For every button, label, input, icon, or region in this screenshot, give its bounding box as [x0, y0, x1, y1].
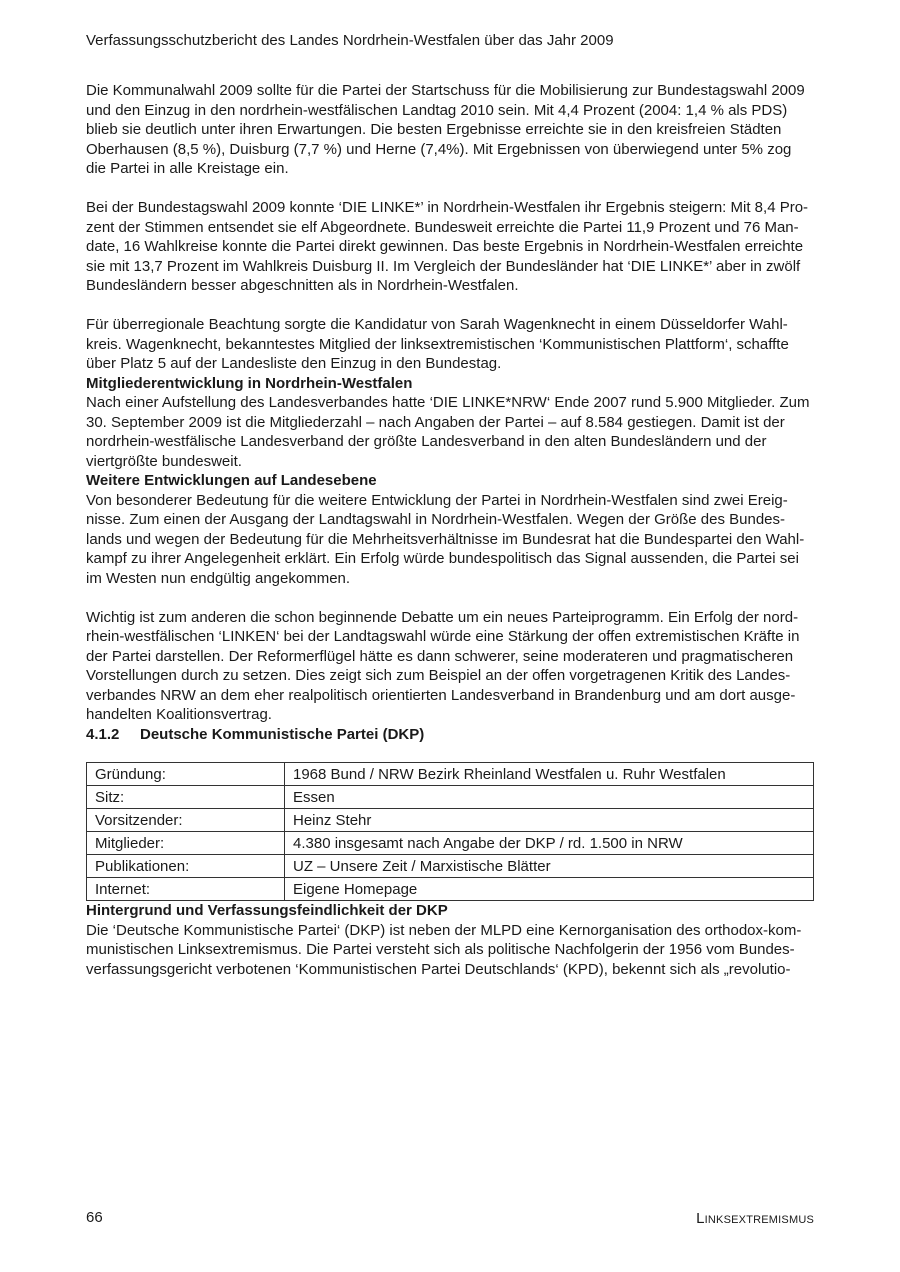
table-row	[87, 809, 814, 832]
table-label: Sitz:	[87, 786, 285, 809]
table-value: Essen	[285, 786, 814, 809]
table-row	[87, 832, 814, 855]
page-content	[86, 81, 814, 979]
table-label: Vorsitzender:	[87, 809, 285, 832]
table-value: Eigene Homepage	[285, 878, 814, 901]
table-value: 4.380 insgesamt nach Angabe der DKP / rd. 1.500 in NRW	[285, 832, 814, 855]
table-value: UZ – Unsere Zeit / Marxistische Blätter	[285, 855, 814, 878]
table-row	[87, 763, 814, 786]
table-row	[87, 878, 814, 901]
dkp-section-heading	[86, 725, 814, 745]
footer-section-label: Linksextremismus	[696, 1210, 814, 1227]
intro-paragraph-2: Bei der Bundestagswahl 2009 konnte ‘DIE LINKE*’ in Nordrhein-Westfalen ihr Ergebnis steigern: Mit 8,4 Prozent der Stimmen entsendet sie elf Abgeordnete. Bundesweit erreichte die Partei 11,9 Prozent und 76 Mandate, 16 Wahlkreise konnte die Partei direkt gewinnen. Das beste Ergebnis in Nordrhein-Westfalen erreichte sie mit 13,7 Prozent im Wahlkreis Duisburg II. Im Vergleich der Bundesländer hat ‘DIE LINKE*’ aber in zwölf Bundesländern besser abgeschnitten als in Nordrhein-Westfalen.	[86, 199, 809, 294]
page-number: 66	[86, 1209, 103, 1226]
further-developments-heading: Weitere Entwicklungen auf Landesebene	[86, 472, 377, 489]
members-heading: Mitgliederentwicklung in Nordrhein-Westfalen	[86, 374, 413, 392]
table-row	[87, 855, 814, 878]
intro-paragraph-1: Die Kommunalwahl 2009 sollte für die Partei der Startschuss für die Mobilisierung zur Bundestagswahl 2009 und den Einzug in den nordrhein-westfälischen Landtag 2010 sein. Mit 4,4 Prozent (2004: 1,4 % als PDS) blieb sie deutlich unter ihren Erwartungen. Die besten Ergebnisse erreichte sie in den kreisfreien Städten Oberhausen (8,5 %), Duisburg (7,7 %) und Herne (7,4%). Mit Ergebnissen von überwiegend unter 5% zog die Partei in alle Kreistage ein.	[86, 82, 805, 177]
further-paragraph-1: Von besonderer Bedeutung für die weitere Entwicklung der Partei in Nordrhein-Westfalen sind zwei Ereignisse. Zum einen der Ausgang der Landtagswahl in Nordrhein-Westfalen. Wegen der Größe des Bundeslands und wegen der Bedeutung für die Mehrheitsverhältnisse im Bundesrat hat die Bundespartei den Wahlkampf zu ihrer Angelegenheit erklärt. Ein Erfolg würde bundespolitisch das Signal aussenden, die Partei sei im Westen nun endgültig angekommen.	[86, 491, 805, 587]
table-row	[87, 786, 814, 809]
table-label: Mitglieder:	[87, 832, 285, 855]
table-label: Publikationen:	[87, 855, 285, 878]
dkp-background-heading: Hintergrund und Verfassungsfeindlichkeit der DKP	[86, 902, 448, 919]
intro-paragraph-3: Für überregionale Beachtung sorgte die Kandidatur von Sarah Wagenknecht in einem Düsseldorfer Wahlkreis. Wagenknecht, bekanntestes Mitglied der linksextremistischen ‘Kommunistischen Plattform‘, schaffte über Platz 5 auf der Landesliste den Einzug in den Bundestag.	[86, 316, 789, 372]
running-header: Verfassungsschutzbericht des Landes Nordrhein-Westfalen über das Jahr 2009	[86, 32, 614, 49]
dkp-info-table	[86, 762, 814, 901]
table-value: 1968 Bund / NRW Bezirk Rheinland Westfalen u. Ruhr Westfalen	[285, 763, 814, 786]
table-label: Internet:	[87, 878, 285, 901]
further-paragraph-2: Wichtig ist zum anderen die schon beginnende Debatte um ein neues Parteiprogramm. Ein Erfolg der nordrhein-westfälischen ‘LINKEN‘ bei der Landtagswahl würde eine Stärkung der offen extremistischen Kräfte in der Partei darstellen. Der Reformerflügel hätte es dann schwerer, seine moderateren und pragmatischeren Vorstellungen durch zu setzen. Dies zeigt sich zum Beispiel an der offen vorgetragenen Kritik des Landesverbandes NRW an dem eher realpolitisch orientierten Landesverband in Brandenburg und am dort ausgehandelten Koalitionsvertrag.	[86, 608, 800, 723]
section-title: Deutsche Kommunistische Partei (DKP)	[140, 725, 425, 743]
table-label: Gründung:	[87, 763, 285, 786]
section-number: 4.1.2	[86, 725, 120, 743]
table-value: Heinz Stehr	[285, 809, 814, 832]
members-paragraph: Nach einer Aufstellung des Landesverbandes hatte ‘DIE LINKE*NRW‘ Ende 2007 rund 5.900 Mitglieder. Zum 30. September 2009 ist die Mitgliederzahl – nach Angaben der Partei – auf 8.584 gestiegen. Damit ist der nordrhein-westfälische Landesverband der größte Landesverband in den alten Bundesländern und der viertgrößte bundesweit.	[86, 394, 810, 470]
dkp-background-paragraph: Die ‘Deutsche Kommunistische Partei‘ (DKP) ist neben der MLPD eine Kernorganisation des orthodox-kommunistischen Linksextremismus. Die Partei versteht sich als politische Nachfolgerin der 1956 vom Bundesverfassungsgericht verbotenen ‘Kommunistischen Partei Deutschlands‘ (KPD), bekennt sich als „revolutio-	[86, 921, 802, 978]
